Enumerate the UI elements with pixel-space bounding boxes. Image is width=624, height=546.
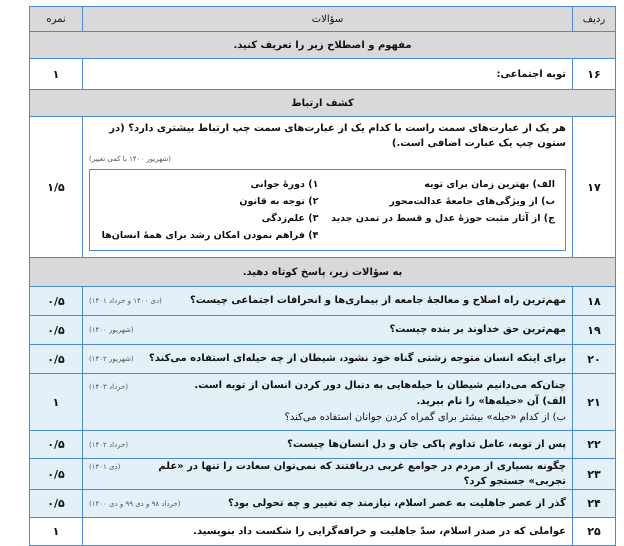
question-row xyxy=(30,490,616,518)
question-row xyxy=(30,459,616,490)
question-text: مهم‌ترین حق خداوند بر بنده چیست؟ xyxy=(389,324,566,335)
question-row xyxy=(30,117,616,258)
matching-left-item: ۳) علم‌زدگی xyxy=(261,213,319,224)
question-number: ۲۲ xyxy=(573,431,616,459)
question-text: مهم‌ترین راه اصلاح و معالجهٔ جامعه از بیماری‌ها و انحرافات اجتماعی چیست؟ xyxy=(189,295,566,306)
question-text: هر یک از عبارت‌های سمت راست با کدام یک از عبارت‌های سمت چپ ارتباط بیشتری دارد؟ (در ستون چپ یک عبارت اضافی است.) xyxy=(109,123,566,149)
section-row xyxy=(30,90,616,117)
question-row xyxy=(30,431,616,459)
question-number: ۱۹ xyxy=(573,316,616,345)
question-row xyxy=(30,374,616,431)
matching-right-item: الف) بهترین زمان برای توبه xyxy=(424,179,555,190)
question-text: پس از توبه، عامل تداوم پاکی جان و دل انسان‌ها چیست؟ xyxy=(287,438,566,450)
question-row xyxy=(30,59,616,90)
question-source: (خرداد ۹۸ و دی ۹۹ و دی ۱۴۰۰) xyxy=(89,499,181,508)
question-text: چنان‌که می‌دانیم شیطان با حیله‌هایی به دنبال دور کردن انسان از توبه است. xyxy=(194,380,566,391)
header-radif: ردیف xyxy=(573,7,616,32)
question-score: ۱ xyxy=(30,59,83,90)
matching-right-column xyxy=(331,176,555,244)
question-number: ۲۵ xyxy=(573,518,616,546)
question-cell xyxy=(83,431,573,459)
matching-left-item: ۲) توجه به قانون xyxy=(239,196,319,207)
question-text: توبه اجتماعی: xyxy=(83,59,573,90)
header-nomre: نمره xyxy=(30,7,83,32)
question-part-a: الف) آن «حیله‌ها» را نام ببرید. xyxy=(416,396,566,407)
question-row xyxy=(30,316,616,345)
table-header-row xyxy=(30,7,616,32)
question-number: ۲۳ xyxy=(573,459,616,490)
question-score: ۱ xyxy=(30,518,83,546)
question-source: (شهریور ۱۴۰۲) xyxy=(89,355,134,363)
source-line xyxy=(89,151,566,165)
question-source: (شهریور ۱۴۰۰) xyxy=(89,326,134,334)
question-source: (خرداد ۱۴۰۲) xyxy=(89,440,129,449)
question-source: (شهریور ۱۴۰۰ با کمی تغییر) xyxy=(89,155,172,163)
question-source-line xyxy=(89,378,566,394)
question-cell xyxy=(83,287,573,316)
question-cell xyxy=(83,117,573,258)
matching-right-item: ب) از ویژگی‌های جامعهٔ عدالت‌محور xyxy=(389,196,555,207)
matching-right-item: ج) از آثار مثبت حوزهٔ عدل و قسط در تمدن جدید xyxy=(331,213,555,224)
question-number: ۲۰ xyxy=(573,345,616,374)
section-row xyxy=(30,258,616,287)
question-text: گذر از عصر جاهلیت به عصر اسلام، نیازمند چه تغییر و چه تحولی بود؟ xyxy=(227,497,566,509)
question-text: عواملی که در صدر اسلام، سدّ جاهلیت و خرافه‌گرایی را شکست داد بنویسید. xyxy=(83,518,573,546)
question-source: (دی ۱۴۰۱) xyxy=(89,463,121,471)
question-cell xyxy=(83,459,573,490)
question-score: ۰/۵ xyxy=(30,459,83,490)
exam-table xyxy=(29,6,616,546)
question-score: ۰/۵ xyxy=(30,490,83,518)
question-number: ۱۷ xyxy=(573,117,616,258)
question-score: ۰/۵ xyxy=(30,316,83,345)
matching-left-column xyxy=(100,176,318,244)
matching-left-item: ۴) فراهم نمودن امکان رشد برای همهٔ انسان‌ها xyxy=(101,230,319,241)
question-row xyxy=(30,287,616,316)
question-number: ۱۸ xyxy=(573,287,616,316)
question-number: ۱۶ xyxy=(573,59,616,90)
section-matching: کشف ارتباط xyxy=(30,90,616,117)
question-score: ۰/۵ xyxy=(30,345,83,374)
question-text: برای اینکه انسان متوجه زشتی گناه خود نشود، شیطان از چه حیله‌ای استفاده می‌کند؟ xyxy=(148,353,566,364)
matching-left-item: ۱) دورهٔ جوانی xyxy=(250,179,319,190)
question-score: ۰/۵ xyxy=(30,287,83,316)
section-definitions: مفهوم و اصطلاح زیر را تعریف کنید. xyxy=(30,32,616,59)
question-number: ۲۴ xyxy=(573,490,616,518)
question-score: ۰/۵ xyxy=(30,431,83,459)
question-cell xyxy=(83,316,573,345)
question-number: ۲۱ xyxy=(573,374,616,431)
question-score: ۱/۵ xyxy=(30,117,83,258)
question-cell xyxy=(83,374,573,431)
header-soalat: سؤالات xyxy=(83,7,573,32)
question-row xyxy=(30,345,616,374)
question-score: ۱ xyxy=(30,374,83,431)
question-text: چگونه بسیاری از مردم در جوامع غربی دریافتند که نمی‌توان سعادت را تنها در «علم تجربی» جستجو کرد؟ xyxy=(158,461,566,487)
question-source: (دی ۱۴۰۰ و خرداد ۱۴۰۱) xyxy=(89,297,162,305)
question-row xyxy=(30,518,616,546)
question-part-b: ب) از کدام «حیله» بیشتر برای گمراه کردن جوانان استفاده می‌کند؟ xyxy=(284,412,566,423)
section-row xyxy=(30,32,616,59)
section-short-answer: به سؤالات زیر، پاسخ کوتاه دهید. xyxy=(30,258,616,287)
matching-box xyxy=(89,169,566,251)
question-cell xyxy=(83,490,573,518)
question-cell xyxy=(83,345,573,374)
question-source: (خرداد ۱۴۰۳) xyxy=(89,383,129,391)
